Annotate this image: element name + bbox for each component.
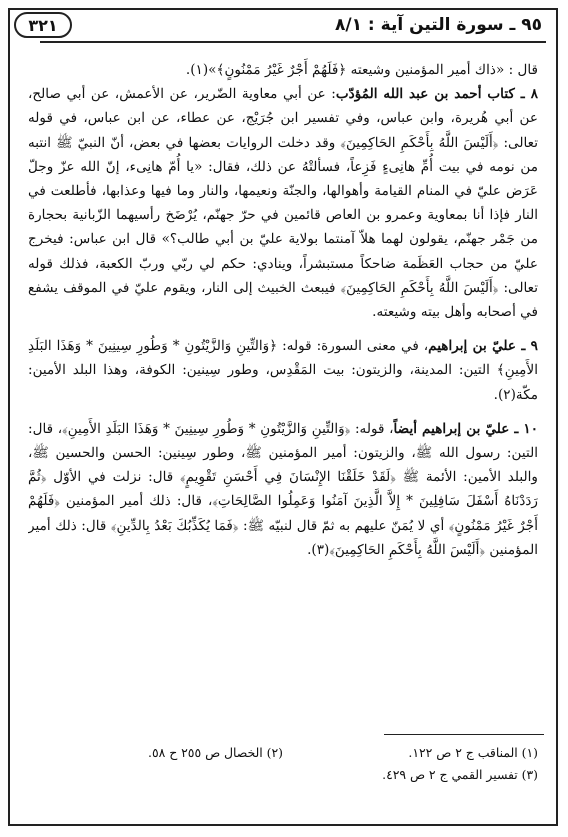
footnotes-right-column bbox=[283, 742, 538, 786]
footnote-1: (١) المناقب ج ٢ ص ١٢٢. bbox=[408, 745, 538, 760]
main-text bbox=[28, 58, 538, 728]
surah-title: ٩٥ ـ سورة التين آية : ٨/١ bbox=[335, 15, 542, 35]
footnotes bbox=[28, 742, 538, 786]
footnotes-left-column bbox=[28, 742, 283, 786]
paragraph-9-text: ، في معنى السورة: قوله: ﴿وَالتِّينِ وَالزَّيْتُونِ * وَطُورِ سِينِينَ * وَهَذَا البَلَدِ الأَمِينِ﴾ التين: المدينة، والزيتون: بيت المَقْدِس، وطور سِينين: الكوفة، وهذا البلد الأمين: مكّة(٢). bbox=[28, 338, 538, 403]
paragraph-9 bbox=[28, 334, 538, 407]
paragraph-1: قال : «ذاك أمير المؤمنين وشيعته ﴿فَلَهُمْ أَجْرٌ غَيْرُ مَمْنُونٍ﴾»(١). bbox=[185, 62, 538, 78]
paragraph-10 bbox=[28, 417, 538, 562]
running-header bbox=[46, 12, 542, 38]
header-rule bbox=[40, 41, 546, 43]
paragraph-8-text: : عن أبي معاوية الضّرير، عن الأعمش، عن أبي صالح، عن أبي هُريرة، وابن عباس، وفي تفسير ابن جُرَيْج، عن عطاء، عن ابن عباس، في قوله تعالى: ﴿أَلَيْسَ اللَّهُ بِأَحْكَمِ الحَاكِمِينَ﴾ وقد دخلت الروايات بعضها في بعض، أنّ النبيّ ﷺ انتبه من نومه في بيت أُمِّ هانِىءٍ فَزِعاً، فسألتْهُ عن ذلك، فقال: «يا أُمّ هانِىء، إنّ الله عزّ وجلّ عَرَض عليّ في المنام القيامة وأهوالها، والجنّة ونعيمها، والنار وما فيها وعذابها، فأطلعت في النار فإذا أنا بمعاوية وعمرو بن العاص قائمين في حرّ جهنّم، يُرْضَخ رأسيهما الزّبانية بحجارة من جَمْر جهنّم، يقولون لهما هلاّ آمنتما بولاية عليّ بن أبي طالب؟» قال ابن عباس: فيخرج عليّ من حجاب العَظَمة ضاحكاً مستبشراً، وينادي: حكم لي ربّي وربّ الكعبة، فذلك قوله تعالى: ﴿أَلَيْسَ اللَّهُ بِأَحْكَمِ الحَاكِمِينَ﴾ فيبعث الخبيث إلى النار، ويقوم عليّ في الموقف يشفع في أصحابه وأهل بيته وشيعته. bbox=[28, 86, 538, 321]
footnote-rule bbox=[384, 734, 544, 735]
heading-10: ١٠ ـ عليّ بن إبراهيم أيضاً bbox=[393, 420, 538, 437]
footnote-2: (٢) الخصال ص ٢٥٥ ح ٥٨. bbox=[148, 745, 283, 760]
heading-8: ٨ ـ كتاب أحمد بن عبد الله المُؤدّب bbox=[335, 86, 538, 103]
heading-9: ٩ ـ عليّ بن إبراهيم bbox=[428, 338, 538, 355]
paragraph-8 bbox=[28, 82, 538, 324]
footnote-3: (٣) تفسير القمي ج ٢ ص ٤٢٩. bbox=[382, 767, 538, 782]
page-number: ٣٢١ bbox=[14, 12, 72, 38]
paragraph-10-text: ، قوله: ﴿وَالتِّينِ وَالزَّيْتُونِ * وَطُورِ سِينِينَ * وَهَذَا البَلَدِ الأَمِينِ﴾، قال: التين: رسول الله ﷺ، والزيتون: أمير المؤمنين ﷺ، وطور سِينين: الحسن والحسين ﷺ، والبلد الأمين: الأئمة ﷺ ﴿لَقَدْ خَلَقْنَا الإِنْسَانَ فِي أَحْسَنِ تَقْوِيمٍ﴾ قال: نزلت في الأوّل ﴿ثُمَّ رَدَدْنَاهُ أَسْفَلَ سَافِلِينَ * إِلاَّ الَّذِينَ آمَنُوا وَعَمِلُوا الصَّالِحَاتِ﴾، قال: ذلك أمير المؤمنين ﴿فَلَهُمْ أَجْرٌ غَيْرُ مَمْنُونٍ﴾ أي لا يُمَنّ عليهم به ثمّ قال لنبيّه ﷺ: ﴿فَمَا يُكَذِّبُكَ بَعْدُ بِالدِّينِ﴾ قال: ذلك أمير المؤمنين ﴿أَلَيْسَ اللَّهُ بِأَحْكَمِ الحَاكِمِينَ﴾(٣). bbox=[28, 420, 538, 558]
